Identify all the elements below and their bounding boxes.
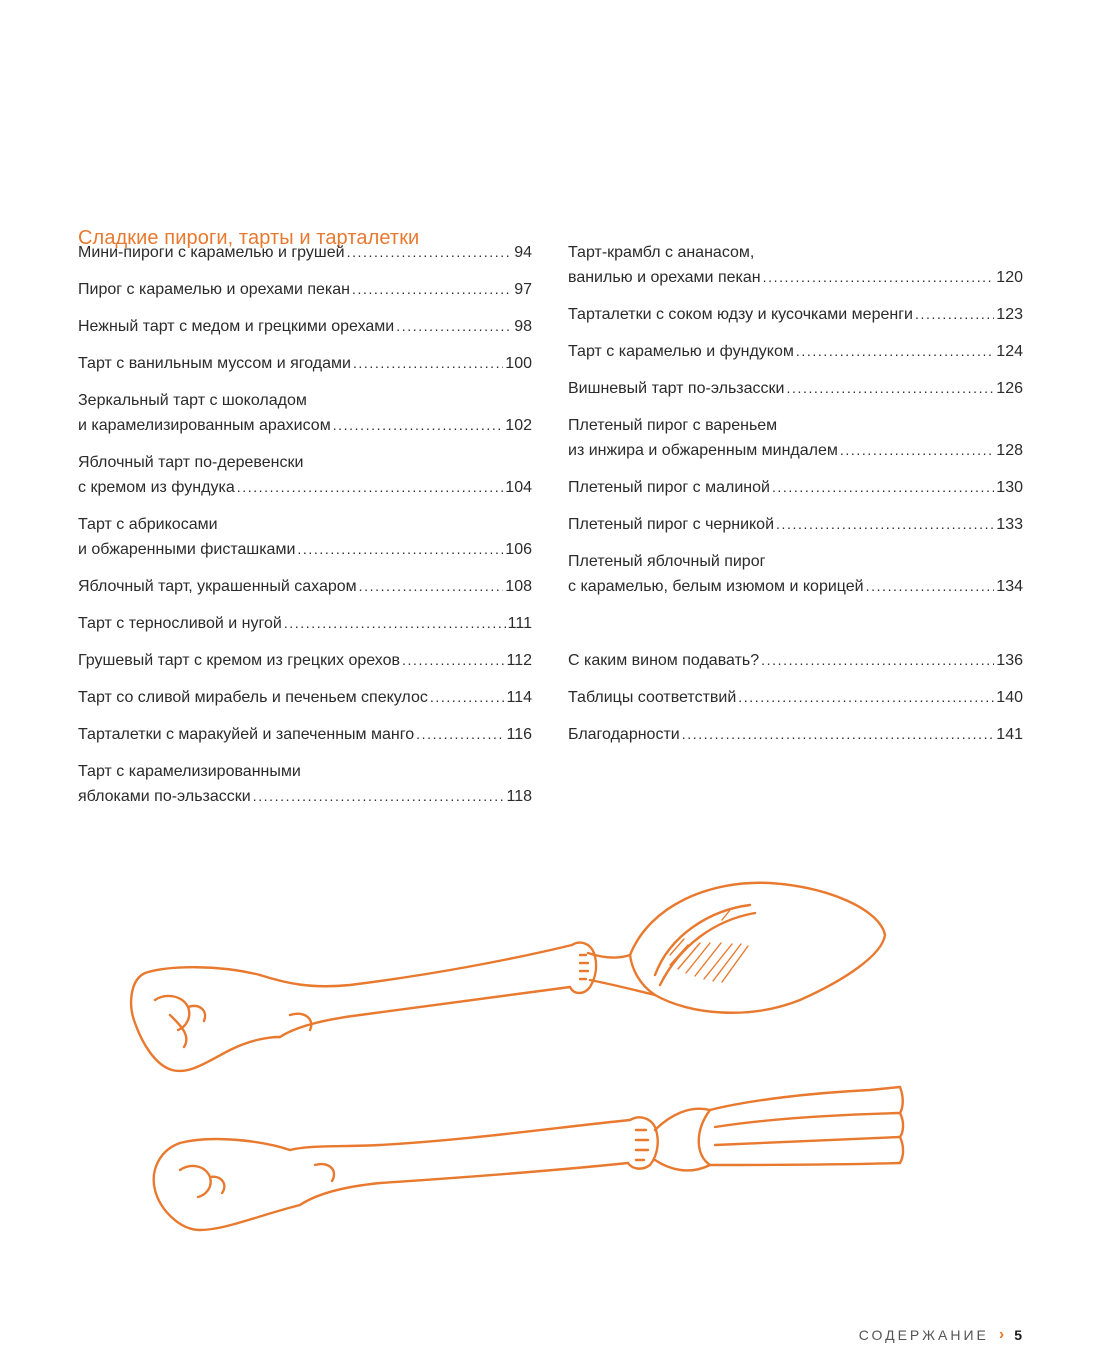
dot-leader (866, 574, 995, 599)
toc-entry-page: 100 (505, 355, 532, 372)
page-footer (859, 1326, 1022, 1344)
toc-entry-title: Благодарности (568, 726, 680, 743)
toc-entry[interactable] (78, 388, 532, 438)
dot-leader (840, 438, 994, 463)
toc-entry-title: Тарт со сливой мирабель и печеньем спекулос (78, 689, 428, 706)
toc-entry-line (78, 475, 532, 500)
toc-entry-line (78, 722, 532, 747)
dot-leader (353, 351, 503, 376)
toc-entry[interactable] (78, 759, 532, 809)
toc-entry[interactable] (78, 512, 532, 562)
toc-left-column (78, 240, 532, 821)
toc-entry[interactable] (568, 339, 1023, 364)
dot-leader (763, 265, 995, 290)
toc-entry-line (78, 277, 532, 302)
toc-entry-line (78, 314, 532, 339)
toc-entry[interactable] (78, 314, 532, 339)
dot-leader (297, 537, 503, 562)
toc-entry-page: 97 (514, 281, 532, 298)
toc-entry-title: Тарталетки с соком юдзу и кусочками меренги (568, 306, 913, 323)
toc-entry-title: Тарт-крамбл с ананасом, (568, 244, 755, 261)
toc-entry-page: 112 (506, 652, 532, 669)
toc-entry-title: Тарталетки с маракуйей и запеченным манго (78, 726, 415, 743)
toc-entry-page: 133 (996, 516, 1023, 533)
toc-entry-page: 102 (505, 417, 532, 434)
cutlery-illustration (110, 865, 910, 1265)
toc-entry[interactable] (78, 648, 532, 673)
dot-leader (776, 512, 994, 537)
toc-entry[interactable] (568, 685, 1023, 710)
toc-entry-title: Плетеный яблочный пирог (568, 553, 766, 570)
dot-leader (915, 302, 994, 327)
chevron-right-icon: › (998, 1326, 1005, 1343)
toc-entry-title: Плетеный пирог с черникой (568, 516, 775, 533)
dot-leader (772, 475, 994, 500)
dot-leader (253, 784, 505, 809)
toc-entry-page: 116 (506, 726, 532, 743)
toc-entry[interactable] (78, 277, 532, 302)
toc-entry-title: ванилью и орехами пекан (568, 269, 761, 286)
toc-entry-page: 108 (505, 578, 532, 595)
dot-leader (738, 685, 994, 710)
toc-entry-page: 106 (505, 541, 532, 558)
toc-entry-title: Грушевый тарт с кремом из грецких орехов (78, 652, 401, 669)
toc-entry-line (78, 611, 532, 636)
toc-entry-page: 114 (506, 689, 532, 706)
toc-entry[interactable] (78, 574, 532, 599)
dot-leader (347, 240, 513, 265)
toc-entry-title: Тарт с карамелизированными (78, 763, 301, 780)
toc-entry-title: Яблочный тарт, украшенный сахаром (78, 578, 357, 595)
toc-entry-line (568, 376, 1023, 401)
toc-entry-line (78, 351, 532, 376)
toc-entry-title: Тарт с ванильным муссом и ягодами (78, 355, 351, 372)
toc-entry-line (78, 784, 532, 809)
toc-entry-line (78, 685, 532, 710)
toc-entry-line (568, 512, 1023, 537)
toc-entry[interactable] (78, 450, 532, 500)
toc-entry[interactable] (568, 413, 1023, 463)
toc-entry-page: 120 (996, 269, 1023, 286)
toc-entry[interactable] (78, 240, 532, 265)
toc-entry-line (78, 240, 532, 265)
toc-entry-title: Тарт с абрикосами (78, 516, 218, 533)
spoon-drawing (131, 883, 885, 1071)
toc-entry-line (568, 438, 1023, 463)
dot-leader (237, 475, 504, 500)
toc-entry-title: Таблицы соответствий (568, 689, 737, 706)
toc-entry-title: Вишневый тарт по-эльзасски (568, 380, 785, 397)
footer-section-label: СОДЕРЖАНИЕ (858, 1327, 989, 1343)
toc-entry-line (568, 302, 1023, 327)
toc-entry[interactable] (568, 475, 1023, 500)
toc-entry-page: 104 (505, 479, 532, 496)
page-number: 5 (1014, 1327, 1022, 1343)
toc-entry-line (568, 685, 1023, 710)
dot-leader (333, 413, 504, 438)
section-spacer (568, 611, 1023, 648)
toc-entry-line (568, 648, 1023, 673)
toc-entry-title: Плетеный пирог с вареньем (568, 417, 778, 434)
toc-entry-page: 124 (996, 343, 1023, 360)
dot-leader (430, 685, 505, 710)
toc-entry-page: 136 (996, 652, 1023, 669)
toc-entry-line (78, 537, 532, 562)
toc-entry-title: Тарт с терносливой и нугой (78, 615, 282, 632)
toc-entry[interactable] (78, 611, 532, 636)
dot-leader (682, 722, 995, 747)
toc-entry[interactable] (568, 240, 1023, 290)
toc-entry[interactable] (568, 549, 1023, 599)
toc-entry-page: 130 (996, 479, 1023, 496)
toc-entry-page: 141 (996, 726, 1023, 743)
toc-entry-page: 94 (514, 244, 532, 261)
toc-entry-title: из инжира и обжаренным миндалем (568, 442, 838, 459)
dot-leader (761, 648, 994, 673)
toc-entry[interactable] (568, 302, 1023, 327)
toc-entry-title: Яблочный тарт по-деревенски (78, 454, 304, 471)
section-title: Сладкие пироги, тарты и тарталетки (78, 226, 420, 249)
toc-entry-title: Плетеный пирог с малиной (568, 479, 770, 496)
toc-entry-title: и карамелизированным арахисом (78, 417, 331, 434)
toc-entry[interactable] (78, 722, 532, 747)
toc-entry[interactable] (568, 512, 1023, 537)
dot-leader (396, 314, 512, 339)
toc-entry-page: 118 (506, 788, 532, 805)
toc-entry-title: Нежный тарт с медом и грецкими орехами (78, 318, 395, 335)
toc-entry[interactable] (568, 648, 1023, 673)
dot-leader (786, 376, 994, 401)
dot-leader (352, 277, 512, 302)
toc-entry-page: 111 (507, 615, 532, 632)
toc-entry-page: 123 (996, 306, 1023, 323)
toc-entry-page: 126 (996, 380, 1023, 397)
toc-entry-title: и обжаренными фисташками (78, 541, 296, 558)
dot-leader (284, 611, 506, 636)
toc-entry[interactable] (78, 351, 532, 376)
toc-entry-line (78, 648, 532, 673)
toc-entry-title: С каким вином подавать? (568, 652, 760, 669)
dot-leader (359, 574, 504, 599)
toc-entry-title: яблоками по-эльзасски (78, 788, 251, 805)
dot-leader (416, 722, 504, 747)
toc-entry[interactable] (568, 722, 1023, 747)
toc-entry-line (568, 265, 1023, 290)
toc-entry-page: 98 (514, 318, 532, 335)
toc-entry-title: Пирог с карамелью и орехами пекан (78, 281, 350, 298)
toc-entry-line (78, 574, 532, 599)
toc-entry[interactable] (78, 685, 532, 710)
toc-entry-line (568, 574, 1023, 599)
dot-leader (796, 339, 994, 364)
toc-entry-page: 140 (996, 689, 1023, 706)
toc-entry-title: Тарт с карамелью и фундуком (568, 343, 794, 360)
toc-entry-title: с карамелью, белым изюмом и корицей (568, 578, 864, 595)
toc-entry-line (78, 413, 532, 438)
toc-right-column (568, 240, 1023, 759)
toc-entry-line (568, 722, 1023, 747)
dot-leader (402, 648, 504, 673)
toc-entry-title: Мини-пироги с карамелью и грушей (78, 244, 345, 261)
toc-entry-line (568, 475, 1023, 500)
fork-drawing (154, 1087, 903, 1230)
toc-entry-title: Зеркальный тарт с шоколадом (78, 392, 307, 409)
toc-entry-page: 134 (996, 578, 1023, 595)
toc-entry-page: 128 (996, 442, 1023, 459)
toc-entry[interactable] (568, 376, 1023, 401)
toc-entry-line (568, 339, 1023, 364)
toc-entry-title: с кремом из фундука (78, 479, 235, 496)
